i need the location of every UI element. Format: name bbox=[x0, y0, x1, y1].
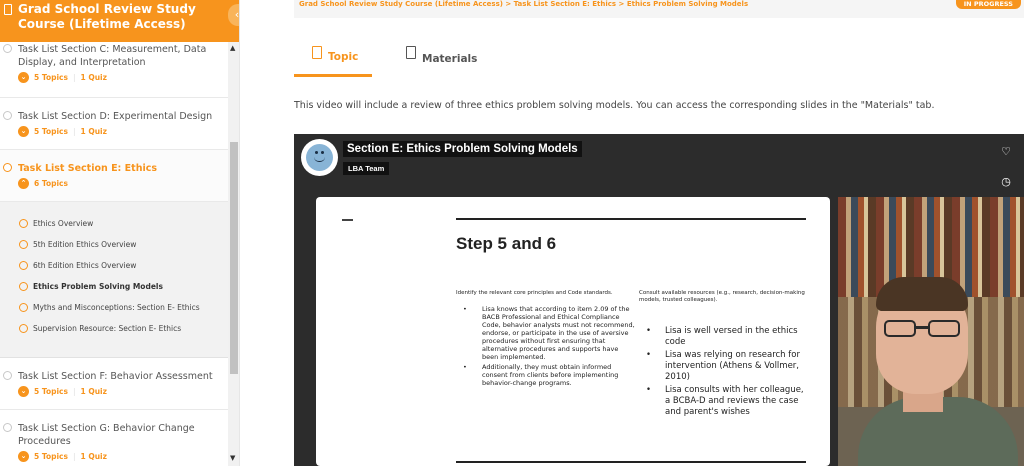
topic-item-supervision[interactable] bbox=[0, 323, 228, 344]
status-circle-icon bbox=[3, 371, 12, 380]
slide-left-column bbox=[456, 290, 636, 389]
bookmark-icon bbox=[406, 46, 416, 59]
tab-materials[interactable] bbox=[388, 40, 478, 77]
topic-label: 6th Edition Ethics Overview bbox=[33, 261, 137, 270]
status-circle-icon bbox=[3, 44, 12, 53]
status-ring-icon bbox=[19, 303, 28, 312]
presenter-webcam bbox=[838, 197, 1024, 466]
section-item-c[interactable] bbox=[0, 42, 228, 98]
topic-item-6th-edition[interactable] bbox=[0, 260, 228, 281]
section-meta: ⌄ 5 Topics | 1 Quiz bbox=[18, 72, 220, 83]
chevron-up-icon[interactable]: ⌃ bbox=[18, 178, 29, 189]
slide-right-column bbox=[639, 290, 809, 420]
topic-count: 6 Topics bbox=[34, 179, 68, 188]
heart-icon[interactable]: ♡ bbox=[1001, 145, 1011, 158]
section-item-g[interactable] bbox=[0, 410, 228, 466]
section-item-e[interactable] bbox=[0, 150, 228, 202]
breadcrumb bbox=[294, 0, 1024, 18]
video-title[interactable]: Section E: Ethics Problem Solving Models bbox=[343, 141, 582, 157]
course-sidebar bbox=[0, 0, 240, 466]
video-author[interactable]: LBA Team bbox=[343, 162, 389, 175]
quiz-count: 1 Quiz bbox=[80, 387, 107, 396]
section-title: Task List Section D: Experimental Design bbox=[18, 111, 213, 122]
slide-bullet: • Lisa knows that according to item 2.09 of the BACB Professional and Ethical Compliance Code, behavior analysts must not recommend, endorse, or participate in the use of aversive procedures without first ensuring that alternative procedures and supports have been implemented. bbox=[456, 305, 636, 361]
scroll-up-icon[interactable]: ▲ bbox=[230, 44, 236, 52]
topic-description: This video will include a review of three ethics problem solving models. You can access the corresponding slides in the "Materials" tab. bbox=[294, 100, 935, 111]
quiz-count: 1 Quiz bbox=[80, 73, 107, 82]
status-badge: IN PROGRESS bbox=[956, 0, 1021, 9]
tab-label: Materials bbox=[422, 52, 478, 65]
slide-bullet: • Lisa was relying on research for intervention (Athens & Vollmer, 2010) bbox=[639, 350, 809, 383]
section-title: Task List Section C: Measurement, Data Display, and Interpretation bbox=[18, 44, 207, 68]
section-meta: ⌄ 5 Topics | 1 Quiz bbox=[18, 126, 220, 137]
slide-bullet: • Additionally, they must obtain informed consent from clients before implementing behavior-change programs. bbox=[456, 363, 636, 387]
glasses-icon bbox=[884, 320, 962, 338]
course-title-header[interactable] bbox=[0, 0, 240, 42]
slide-divider bbox=[456, 461, 806, 463]
document-icon bbox=[312, 46, 322, 59]
topic-label: Ethics Problem Solving Models bbox=[33, 282, 163, 291]
breadcrumb-text[interactable]: Grad School Review Study Course (Lifetime Access) > Task List Section E: Ethics > Ethics Problem Solving Models bbox=[299, 0, 749, 8]
topic-item-ethics-overview[interactable] bbox=[0, 218, 228, 239]
chevron-down-icon[interactable]: ⌄ bbox=[18, 386, 29, 397]
scrollbar-thumb[interactable] bbox=[230, 142, 238, 374]
status-ring-icon bbox=[19, 282, 28, 291]
section-title: Task List Section E: Ethics bbox=[18, 163, 158, 174]
topic-label: 5th Edition Ethics Overview bbox=[33, 240, 137, 249]
section-item-f[interactable] bbox=[0, 358, 228, 410]
presentation-slide bbox=[316, 197, 830, 466]
section-meta bbox=[18, 178, 220, 189]
section-meta: ⌄ 5 Topics | 1 Quiz bbox=[18, 451, 220, 462]
ethics-topic-list bbox=[0, 202, 228, 358]
slide-bullet: • Lisa consults with her colleague, a BCBA-D and reviews the case and parent's wishes bbox=[639, 385, 809, 418]
slide-left-lead: Identify the relevant core principles and Code standards. bbox=[456, 290, 613, 296]
section-list bbox=[0, 42, 228, 466]
tab-label: Topic bbox=[328, 51, 359, 63]
slide-divider bbox=[456, 218, 806, 220]
slide-dash bbox=[342, 219, 353, 221]
topic-count: 5 Topics bbox=[34, 452, 68, 461]
status-circle-icon bbox=[3, 163, 12, 172]
topic-count: 5 Topics bbox=[34, 73, 68, 82]
course-title: Grad School Review Study Course (Lifetime Access) bbox=[18, 2, 196, 31]
quiz-count: 1 Quiz bbox=[80, 452, 107, 461]
sidebar-scrollbar[interactable] bbox=[228, 42, 240, 466]
main-content bbox=[240, 0, 1024, 466]
clock-icon[interactable]: ◷ bbox=[1001, 175, 1011, 188]
slide-bullet: • Lisa is well versed in the ethics code bbox=[639, 326, 809, 348]
section-item-d[interactable] bbox=[0, 98, 228, 150]
book-icon bbox=[4, 4, 12, 15]
section-title: Task List Section F: Behavior Assessment bbox=[18, 371, 213, 382]
status-ring-icon bbox=[19, 240, 28, 249]
slide-right-lead: Consult available resources (e.g., research, decision-making models, trusted colleagues). bbox=[639, 290, 805, 303]
video-player[interactable] bbox=[294, 134, 1024, 466]
chevron-down-icon[interactable]: ⌄ bbox=[18, 451, 29, 462]
scroll-down-icon[interactable]: ▼ bbox=[230, 454, 236, 462]
quiz-count: 1 Quiz bbox=[80, 127, 107, 136]
content-tabs bbox=[294, 40, 1024, 78]
topic-label: Supervision Resource: Section E- Ethics bbox=[33, 324, 182, 333]
section-title: Task List Section G: Behavior Change Procedures bbox=[18, 423, 195, 447]
slide-heading: Step 5 and 6 bbox=[456, 234, 557, 253]
topic-label: Ethics Overview bbox=[33, 219, 94, 228]
channel-avatar[interactable] bbox=[301, 139, 338, 176]
topic-count: 5 Topics bbox=[34, 127, 68, 136]
topic-item-5th-edition[interactable] bbox=[0, 239, 228, 260]
topic-count: 5 Topics bbox=[34, 387, 68, 396]
status-ring-icon bbox=[19, 324, 28, 333]
section-meta: ⌄ 5 Topics | 1 Quiz bbox=[18, 386, 220, 397]
status-ring-icon bbox=[19, 219, 28, 228]
collapse-sidebar-button[interactable]: ‹ bbox=[228, 4, 240, 26]
tab-topic[interactable] bbox=[294, 40, 372, 77]
topic-label: Myths and Misconceptions: Section E- Ethics bbox=[33, 303, 200, 312]
status-circle-icon bbox=[3, 423, 12, 432]
presenter-hair bbox=[876, 277, 968, 311]
status-circle-icon bbox=[3, 111, 12, 120]
topic-item-problem-solving[interactable] bbox=[0, 281, 228, 302]
chevron-down-icon[interactable]: ⌄ bbox=[18, 72, 29, 83]
topic-item-myths[interactable] bbox=[0, 302, 228, 323]
status-ring-icon bbox=[19, 261, 28, 270]
chevron-down-icon[interactable]: ⌄ bbox=[18, 126, 29, 137]
